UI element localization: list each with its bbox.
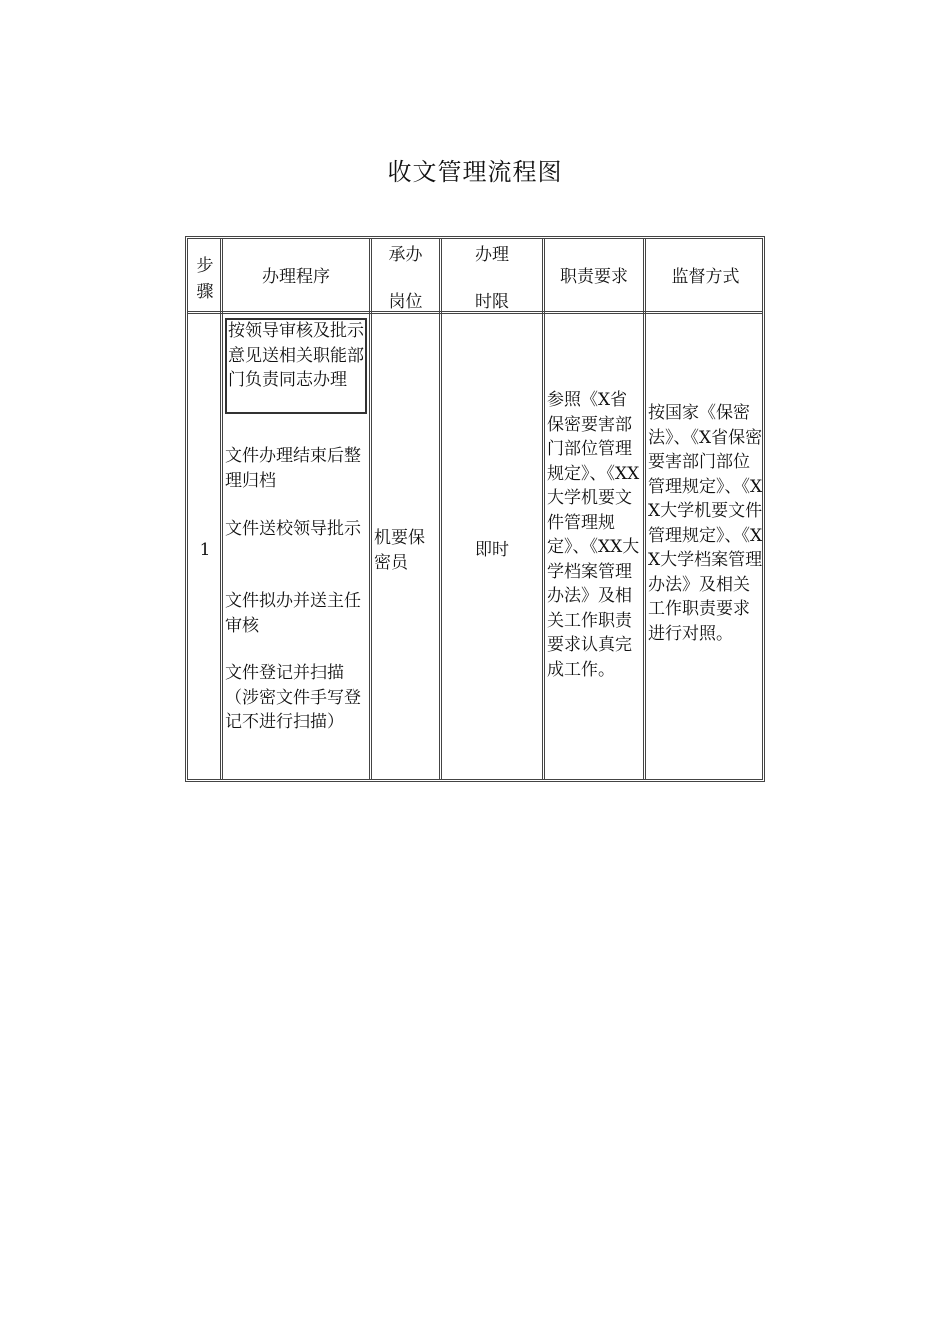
supervision-method: 按国家《保密法》、《X省保密要害部门部位管理规定》、《XX大学机要文件管理规定》、《XX大学档案管理办法》及相关工作职责要求进行对照。 — [648, 403, 763, 644]
responsible-post: 机要保密员 — [374, 528, 425, 573]
header-time-line2: 时限 — [475, 292, 509, 312]
time-limit: 即时 — [475, 540, 509, 560]
procedure-step-3: 文件送校领导批示 — [225, 519, 361, 539]
header-post-line1: 承办 — [388, 245, 423, 265]
duty-requirement: 参照《X省保密要害部门部位管理规定》、《XX大学机要文件管理规定》、《XX大学档案管理办法》及相关工作职责要求认真完成工作。 — [547, 390, 640, 680]
header-procedure: 办理程序 — [262, 267, 330, 287]
column-divider — [439, 239, 442, 779]
procedure-step-2: 文件办理结束后整理归档 — [225, 446, 361, 491]
header-time-line1: 办理 — [475, 245, 509, 265]
header-post-line2: 岗位 — [388, 292, 423, 312]
step-number: 1 — [199, 540, 211, 560]
procedure-step-4: 文件拟办并送主任审核 — [225, 591, 361, 636]
column-divider — [542, 239, 545, 779]
column-divider — [643, 239, 646, 779]
header-step: 步骤 — [196, 256, 214, 302]
process-table — [185, 236, 765, 782]
column-divider — [369, 239, 372, 779]
header-supervision: 监督方式 — [671, 267, 740, 287]
header-duty: 职责要求 — [560, 267, 628, 287]
page-title: 收文管理流程图 — [387, 158, 563, 186]
column-divider — [220, 239, 223, 779]
procedure-step-1: 按领导审核及批示意见送相关职能部门负责同志办理 — [228, 321, 364, 390]
procedure-step-5: 文件登记并扫描（涉密文件手写登记不进行扫描） — [225, 663, 361, 732]
